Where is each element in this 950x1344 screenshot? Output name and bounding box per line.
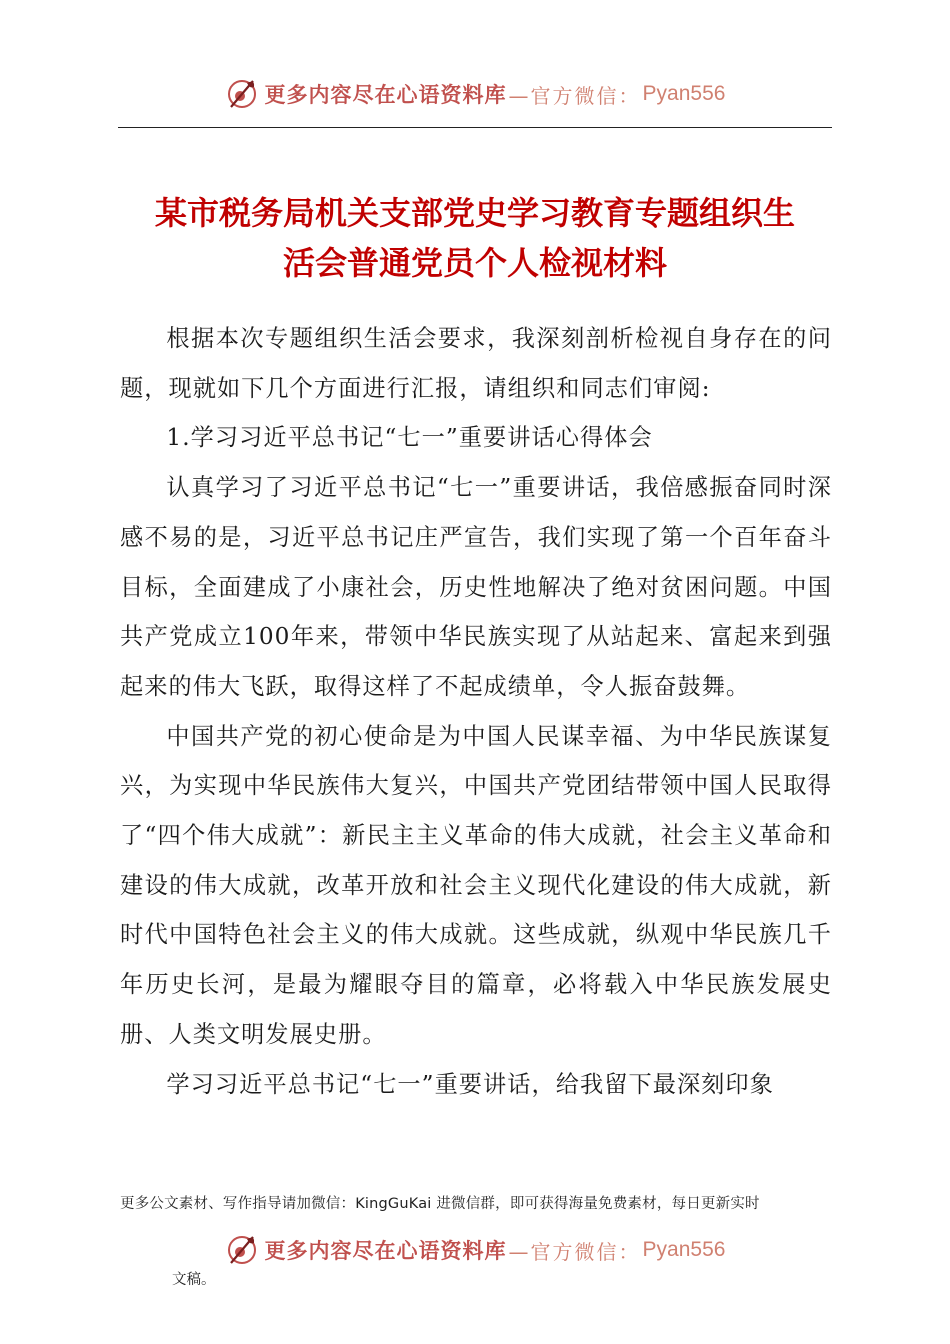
- paragraph: 学习习近平总书记“七一”重要讲话，给我留下最深刻印象: [166, 1070, 774, 1098]
- banner-title: 更多内容尽在心语资料库: [264, 82, 507, 107]
- banner-wechat-label: —官方微信：: [508, 83, 641, 108]
- paragraph: 认真学习了习近平总书记“七一”重要讲话，我倍感振奋同时深感不易的是，习近平总书记庄严宣告，我们实现了第一个百年奋斗目标，全面建成了小康社会，历史性地解决了绝对贫困问题。中国共产党成立100年来，带领中华民族实现了从站起来、富起来到强起来的伟大飞跃，取得这样了不起成绩单，令人振奋鼓舞。: [120, 474, 832, 700]
- footer-banner: [0, 1228, 950, 1272]
- banner-wechat-id: Pyan556: [642, 1238, 726, 1261]
- document-body: [120, 314, 832, 1109]
- header-banner: [0, 72, 950, 116]
- footer-note-end: 文稿。: [172, 1272, 216, 1288]
- document-title: [100, 188, 850, 288]
- title-line-2: 活会普通党员个人检视材料: [282, 244, 667, 282]
- banner-wechat-label: —官方微信：: [508, 1239, 641, 1264]
- quill-seal-icon: [225, 1233, 259, 1267]
- section-heading: 1.学习习近平总书记“七一”重要讲话心得体会: [166, 424, 653, 452]
- title-line-1: 某市税务局机关支部党史学习教育专题组织生: [154, 194, 795, 232]
- footer-note: 更多公文素材、写作指导请加微信：KingGuKai 进微信群，即可获得海量免费素材，每日更新实时: [120, 1196, 760, 1212]
- quill-seal-icon: [225, 77, 259, 111]
- paragraph-intro: 根据本次专题组织生活会要求，我深刻剖析检视自身存在的问题，现就如下几个方面进行汇报，请组织和同志们审阅:: [120, 325, 832, 402]
- banner-wechat-id: Pyan556: [642, 82, 726, 105]
- header-divider: [118, 127, 832, 128]
- banner-title: 更多内容尽在心语资料库: [264, 1238, 507, 1263]
- paragraph: 中国共产党的初心使命是为中国人民谋幸福、为中华民族谋复兴，为实现中华民族伟大复兴，中国共产党团结带领中国人民取得了“四个伟大成就”：新民主主义革命的伟大成就，社会主义革命和建设的伟大成就，改革开放和社会主义现代化建设的伟大成就，新时代中国特色社会主义的伟大成就。这些成就，纵观中华民族几千年历史长河，是最为耀眼夺目的篇章，必将载入中华民族发展史册、人类文明发展史册。: [120, 722, 832, 1048]
